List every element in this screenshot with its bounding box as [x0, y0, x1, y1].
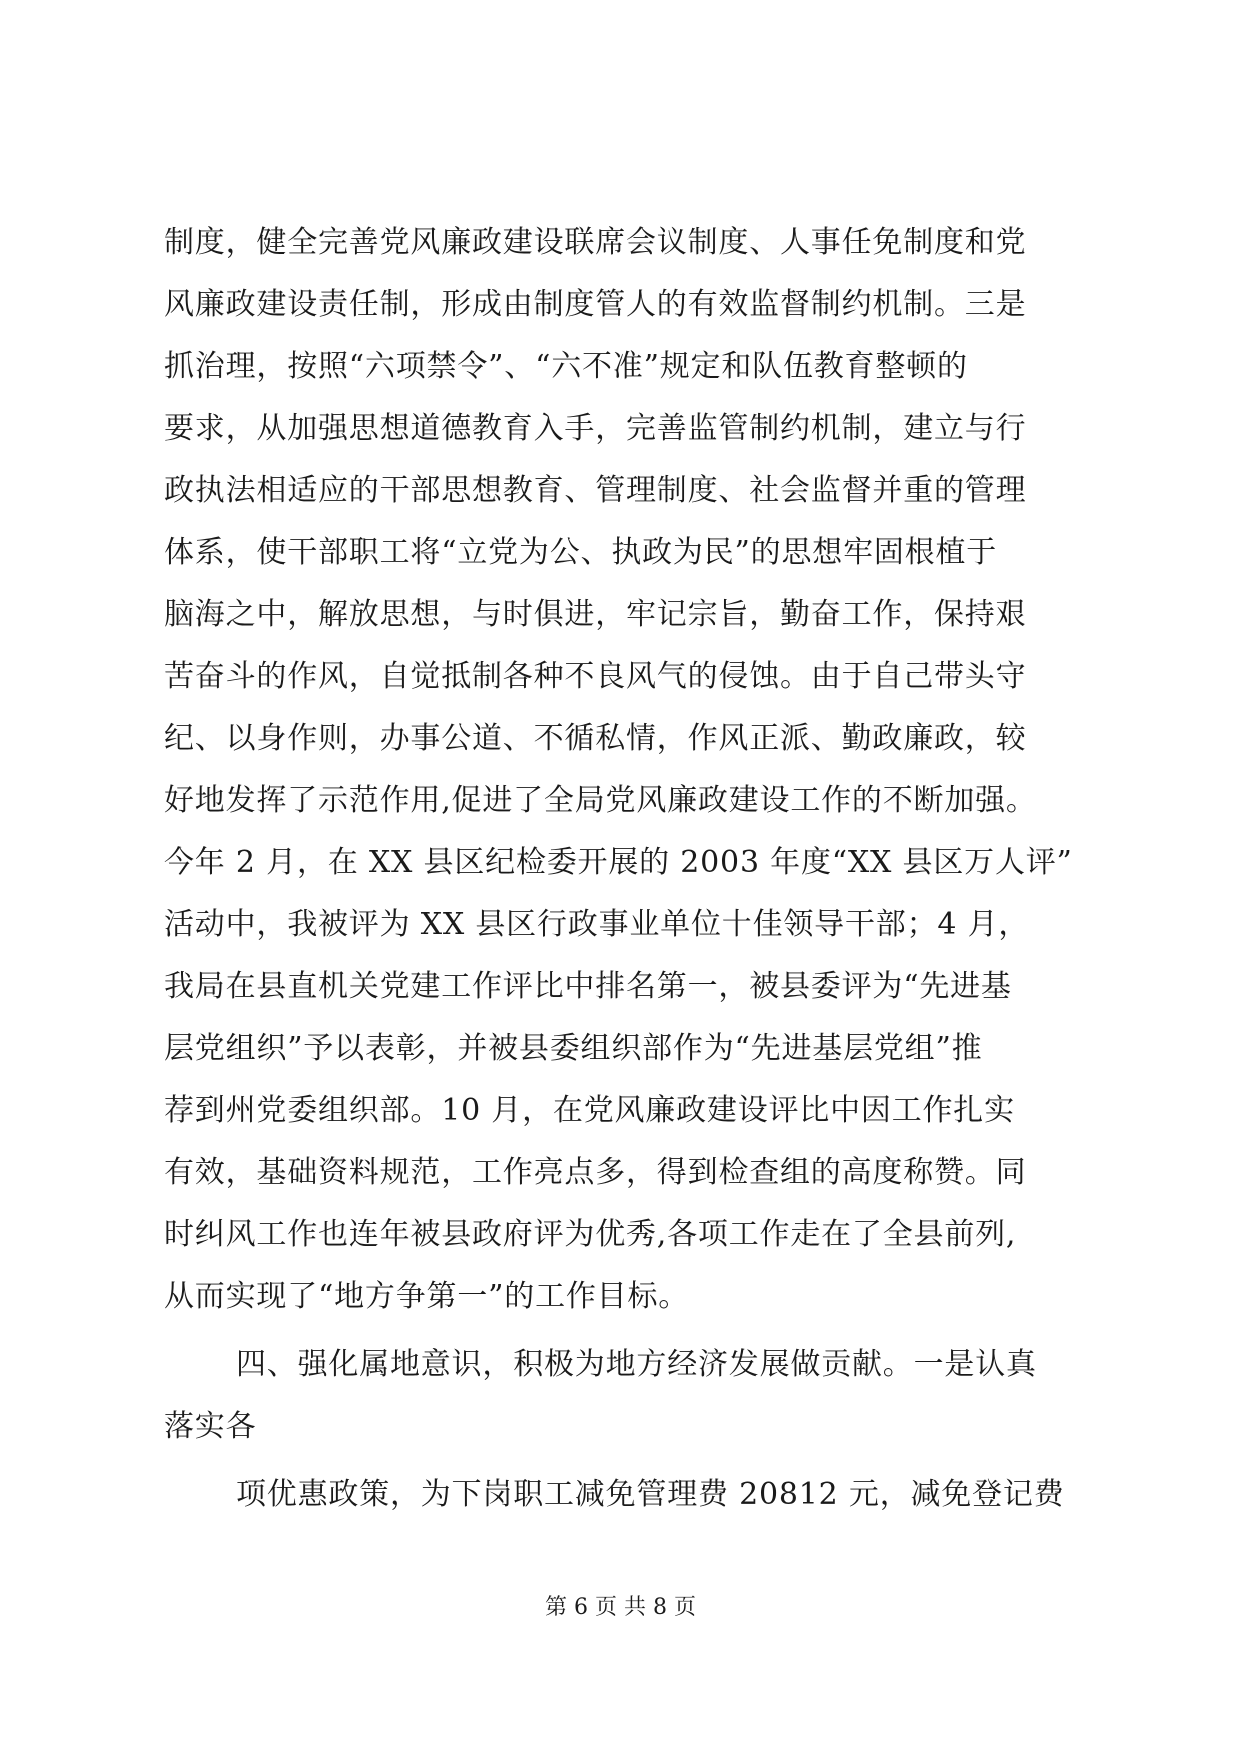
text-line: 活动中，我被评为 XX 县区行政事业单位十佳领导干部；4 月， [164, 907, 1030, 942]
page-number-footer: 第 6 页 共 8 页 [545, 1595, 696, 1620]
text-line: 要求，从加强思想道德教育入手，完善监管制约机制，建立与行 [164, 411, 1027, 446]
text-line: 从而实现了“地方争第一”的工作目标。 [164, 1279, 690, 1314]
document-body [164, 212, 1094, 1526]
text-line: 好地发挥了示范作用,促进了全局党风廉政建设工作的不断加强。 [164, 783, 1037, 818]
text-line: 制度，健全完善党风廉政建设联席会议制度、人事任免制度和党 [164, 225, 1027, 260]
text-line: 体系，使干部职工将“立党为公、执政为民”的思想牢固根植于 [164, 535, 998, 570]
text-line: 政执法相适应的干部思想教育、管理制度、社会监督并重的管理 [164, 473, 1027, 508]
text-line: 我局在县直机关党建工作评比中排名第一，被县委评为“先进基 [164, 969, 1012, 1004]
text-line: 脑海之中，解放思想，与时俱进，牢记宗旨，勤奋工作，保持艰 [164, 597, 1027, 632]
text-line: 今年 2 月，在 XX 县区纪检委开展的 2003 年度“XX 县区万人评” [164, 845, 1073, 880]
text-line: 荐到州党委组织部。10 月，在党风廉政建设评比中因工作扎实 [164, 1093, 1015, 1128]
text-line: 苦奋斗的作风，自觉抵制各种不良风气的侵蚀。由于自己带头守 [164, 659, 1027, 694]
text-line: 时纠风工作也连年被县政府评为优秀,各项工作走在了全县前列, [164, 1217, 1017, 1252]
text-line: 风廉政建设责任制，形成由制度管人的有效监督制约机制。三是 [164, 287, 1027, 322]
text-line: 抓治理，按照“六项禁令”、“六不准”规定和队伍教育整顿的 [164, 349, 968, 384]
text-line: 落实各 [164, 1409, 257, 1444]
paragraph-heading-line: 四、强化属地意识，积极为地方经济发展做贡献。一是认真 [236, 1347, 1037, 1382]
text-line: 有效，基础资料规范，工作亮点多，得到检查组的高度称赞。同 [164, 1155, 1027, 1190]
text-line: 纪、以身作则，办事公道、不循私情，作风正派、勤政廉政，较 [164, 721, 1027, 756]
text-line: 项优惠政策，为下岗职工减免管理费 20812 元，减免登记费 [236, 1477, 1065, 1512]
text-line: 层党组织”予以表彰，并被县委组织部作为“先进基层党组”推 [164, 1031, 983, 1066]
